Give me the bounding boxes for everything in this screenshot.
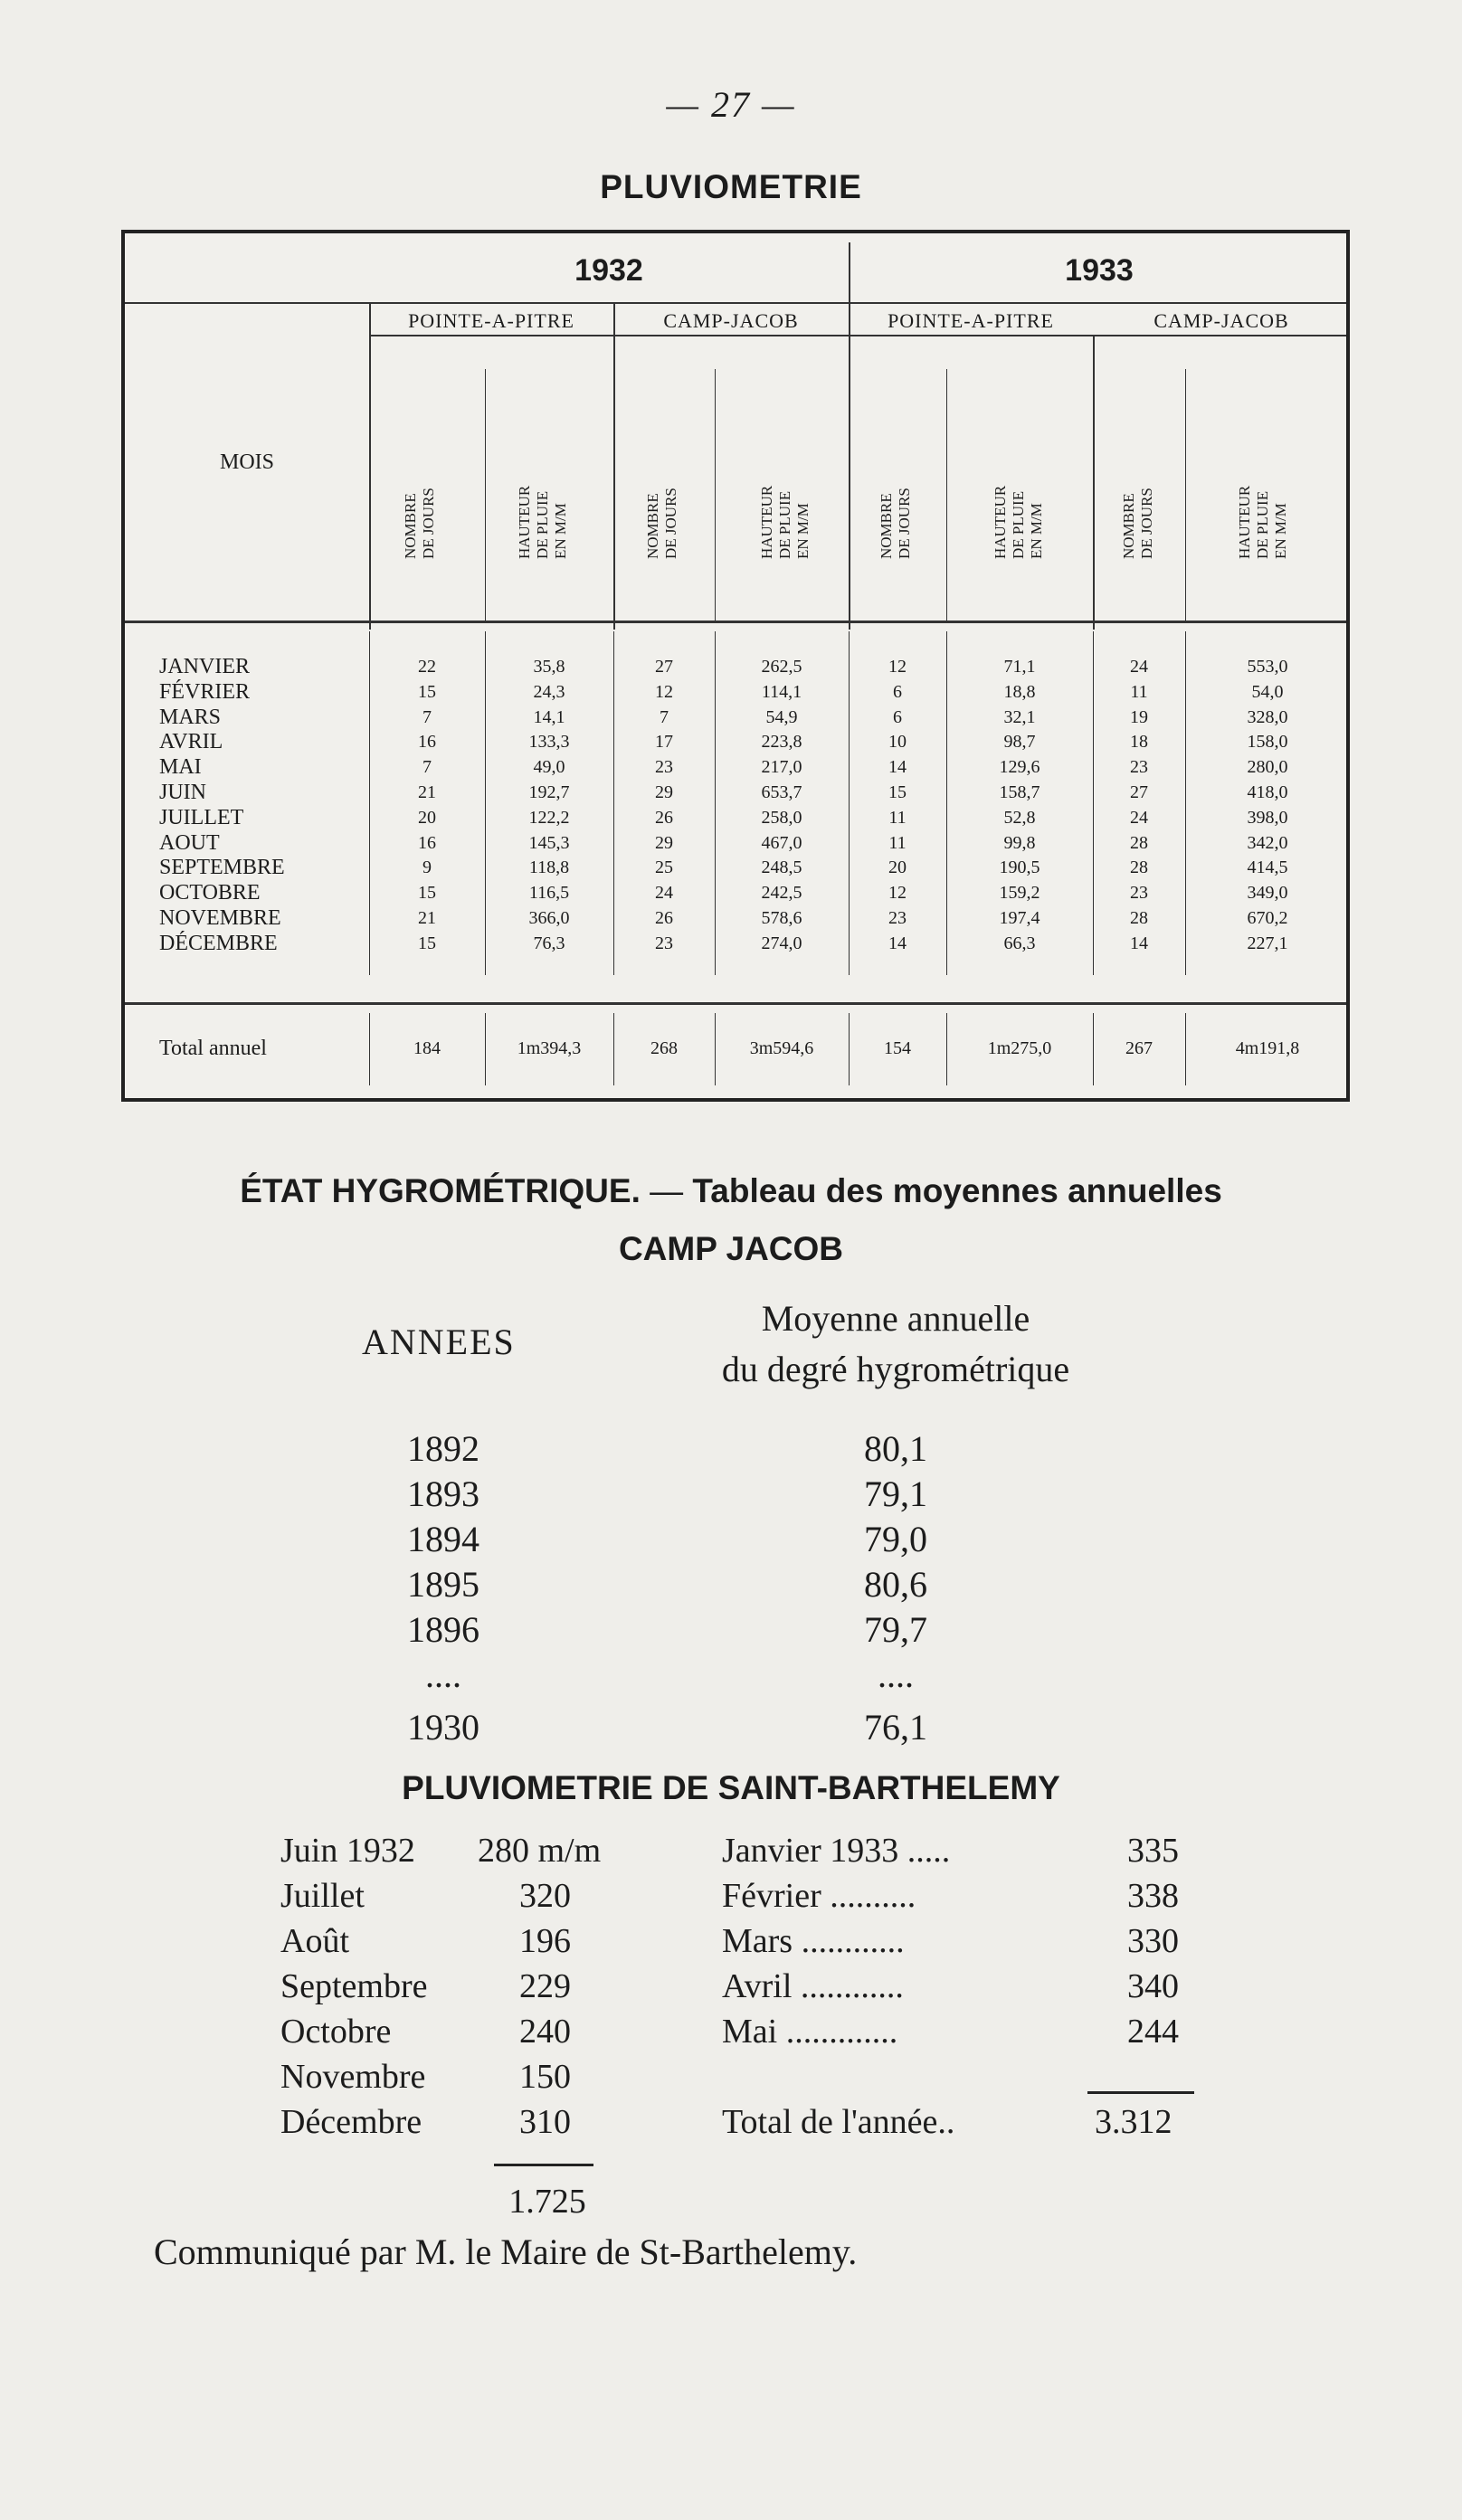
cell: 15: [418, 933, 436, 953]
page-number: — 27 —: [666, 84, 796, 125]
sum-rule: [1087, 2091, 1194, 2094]
cell: 467,0: [761, 832, 802, 853]
col-head-hauteur: HAUTEUR DE PLUIE EN M/M: [1236, 485, 1289, 559]
hygro-value: 79,0: [864, 1519, 927, 1559]
cell: 12: [888, 657, 907, 677]
cell: 9: [422, 857, 432, 878]
mois-header: MOIS: [219, 450, 274, 474]
hygro-col-mean-1: Moyenne annuelle: [761, 1298, 1030, 1339]
cell: 328,0: [1247, 706, 1288, 727]
month-label: OCTOBRE: [159, 881, 261, 905]
cell: 26: [655, 807, 673, 828]
hygro-year: 1896: [407, 1609, 479, 1650]
cell: 398,0: [1247, 807, 1288, 828]
col-hauteur-cj-1932: [715, 655, 849, 957]
cell: 54,0: [1251, 681, 1284, 702]
station-pap-1932: POINTE-A-PITRE: [408, 309, 574, 332]
total-cell: 184: [413, 1038, 441, 1058]
cell: 15: [888, 782, 907, 802]
col-hauteur-cj-1933: [1185, 655, 1350, 957]
sb-value: 320: [519, 1877, 571, 1915]
cell: 11: [1130, 681, 1148, 702]
cell: 29: [655, 832, 673, 853]
month-list: [159, 655, 285, 957]
month-label: JUILLET: [159, 805, 244, 829]
sb-month: Avril ............: [722, 1967, 904, 2005]
sb-value: 310: [519, 2103, 571, 2141]
month-label: AVRIL: [159, 730, 223, 754]
cell: 7: [660, 706, 669, 727]
sb-value: 244: [1127, 2013, 1179, 2051]
hygro-col-years: ANNEES: [362, 1322, 516, 1362]
cell: 26: [655, 907, 673, 928]
total-cell: 267: [1125, 1038, 1153, 1058]
hygro-value: 79,7: [864, 1609, 927, 1650]
cell: 15: [418, 681, 436, 702]
year-1932: 1932: [574, 253, 643, 288]
station-cj-1932: CAMP-JACOB: [663, 309, 799, 332]
hygro-year: 1930: [407, 1707, 479, 1748]
sb-value: 240: [519, 2013, 571, 2051]
sb-value: 229: [519, 1967, 571, 2005]
cell: 366,0: [528, 907, 570, 928]
cell: 16: [418, 732, 436, 753]
sb-month: Juillet: [280, 1877, 365, 1915]
cell: 248,5: [761, 857, 802, 878]
cell: 280,0: [1247, 757, 1288, 778]
cell: 217,0: [761, 757, 802, 778]
sb-value: 338: [1127, 1877, 1179, 1915]
sb-month: Août: [280, 1922, 349, 1960]
hygro-year: 1895: [407, 1564, 479, 1605]
hygro-value: 79,1: [864, 1473, 927, 1514]
cell: 10: [888, 732, 907, 753]
cell: 28: [1130, 907, 1148, 928]
sb-month: Octobre: [280, 2013, 392, 2051]
cell: 23: [888, 907, 907, 928]
cell: 99,8: [1003, 832, 1036, 853]
cell: 145,3: [528, 832, 570, 853]
hygro-value: ....: [878, 1654, 914, 1695]
col-head-nombre: NOMBRE DE JOURS: [1120, 488, 1155, 559]
cell: 24: [1130, 807, 1148, 828]
total-label: Total annuel: [159, 1037, 267, 1060]
cell: 20: [888, 857, 907, 878]
sb-value: 340: [1127, 1967, 1179, 2005]
cell: 18: [1130, 732, 1148, 753]
cell: 35,8: [533, 657, 565, 677]
cell: 262,5: [761, 657, 802, 677]
hygro-year: 1893: [407, 1473, 479, 1514]
month-label: JUIN: [159, 780, 206, 804]
cell: 258,0: [761, 807, 802, 828]
cell: 670,2: [1247, 907, 1288, 928]
month-label: MAI: [159, 755, 202, 780]
cell: 342,0: [1247, 832, 1288, 853]
month-label: FÉVRIER: [159, 679, 251, 704]
hygro-value: 76,1: [864, 1707, 927, 1748]
cell: 6: [893, 681, 902, 702]
stbarth-title: PLUVIOMETRIE DE SAINT-BARTHELEMY: [402, 1769, 1060, 1806]
sb-month: Février ..........: [722, 1877, 916, 1915]
total-cell: 154: [884, 1038, 911, 1058]
sb-month: Septembre: [280, 1967, 428, 2005]
hygro-year: 1894: [407, 1519, 479, 1559]
cell: 553,0: [1247, 657, 1288, 677]
total-cell: 1m275,0: [987, 1038, 1052, 1058]
hygro-value: 80,6: [864, 1564, 927, 1605]
cell: 7: [422, 757, 432, 778]
month-label: AOUT: [159, 830, 220, 855]
cell: 14: [1130, 933, 1148, 953]
hygro-year: ....: [425, 1654, 461, 1695]
sb-sum-left: 1.725: [508, 2183, 586, 2221]
cell: 27: [655, 657, 673, 677]
cell: 7: [422, 706, 432, 727]
sb-month: Décembre: [280, 2103, 422, 2141]
year-1933: 1933: [1065, 253, 1134, 288]
cell: 24: [1130, 657, 1148, 677]
total-cell: 3m594,6: [749, 1038, 814, 1058]
cell: 223,8: [761, 732, 802, 753]
cell: 19: [1130, 706, 1148, 727]
cell: 23: [1130, 883, 1148, 904]
cell: 49,0: [533, 757, 565, 778]
col-head-nombre: NOMBRE DE JOURS: [644, 488, 679, 559]
cell: 21: [418, 907, 436, 928]
cell: 12: [655, 681, 673, 702]
cell: 12: [888, 883, 907, 904]
cell: 66,3: [1003, 933, 1036, 953]
cell: 21: [418, 782, 436, 802]
hygro-dash: —: [650, 1172, 684, 1209]
total-cell: 268: [650, 1038, 678, 1058]
cell: 23: [655, 933, 673, 953]
sum-rule: [494, 2164, 593, 2166]
hygro-title: ÉTAT HYGROMÉTRIQUE.: [240, 1172, 641, 1209]
cell: 242,5: [761, 883, 802, 904]
col-hauteur-pap-1932: [485, 655, 613, 957]
col-hauteur-pap-1933: [946, 655, 1093, 957]
cell: 129,6: [999, 757, 1040, 778]
col-head-hauteur: HAUTEUR DE PLUIE EN M/M: [516, 485, 569, 559]
cell: 133,3: [528, 732, 570, 753]
cell: 16: [418, 832, 436, 853]
cell: 98,7: [1003, 732, 1036, 753]
cell: 418,0: [1247, 782, 1288, 802]
total-cell: 1m394,3: [517, 1038, 582, 1058]
cell: 20: [418, 807, 436, 828]
credit-line: Communiqué par M. le Maire de St-Barthelemy.: [154, 2231, 858, 2272]
cell: 27: [1130, 782, 1148, 802]
cell: 116,5: [528, 883, 570, 904]
cell: 159,2: [999, 883, 1040, 904]
cell: 197,4: [999, 907, 1040, 928]
cell: 14,1: [533, 706, 565, 727]
sb-month: Novembre: [280, 2058, 426, 2096]
hygro-year: 1892: [407, 1428, 479, 1469]
cell: 18,8: [1003, 681, 1036, 702]
cell: 32,1: [1003, 706, 1036, 727]
cell: 22: [418, 657, 436, 677]
cell: 25: [655, 857, 673, 878]
col-nombre-cj-1933: [1093, 655, 1185, 957]
month-label: JANVIER: [159, 655, 250, 678]
cell: 71,1: [1003, 657, 1036, 677]
month-label: DÉCEMBRE: [159, 931, 278, 955]
hygro-heading: [0, 1172, 1462, 1210]
col-nombre-pap-1933: [849, 655, 946, 957]
cell: 158,7: [999, 782, 1040, 802]
cell: 54,9: [765, 706, 798, 727]
col-head-nombre: NOMBRE DE JOURS: [402, 488, 437, 559]
cell: 29: [655, 782, 673, 802]
cell: 17: [655, 732, 673, 753]
station-pap-1933: POINTE-A-PITRE: [888, 309, 1054, 332]
cell: 52,8: [1003, 807, 1036, 828]
cell: 14: [888, 757, 907, 778]
cell: 15: [418, 883, 436, 904]
rain-title: PLUVIOMETRIE: [600, 168, 862, 205]
cell: 23: [655, 757, 673, 778]
cell: 11: [888, 807, 907, 828]
hygro-location: CAMP JACOB: [618, 1230, 844, 1267]
total-cell: 4m191,8: [1235, 1038, 1300, 1058]
hygro-subtitle: Tableau des moyennes annuelles: [692, 1172, 1222, 1209]
cell: 28: [1130, 857, 1148, 878]
cell: 24,3: [533, 681, 565, 702]
col-head-nombre: NOMBRE DE JOURS: [878, 488, 913, 559]
cell: 11: [888, 832, 907, 853]
rain-table: [121, 230, 1350, 1102]
cell: 578,6: [761, 907, 802, 928]
cell: 28: [1130, 832, 1148, 853]
cell: 114,1: [761, 681, 802, 702]
cell: 24: [655, 883, 673, 904]
cell: 76,3: [533, 933, 565, 953]
sb-value: 196: [519, 1922, 571, 1960]
sb-month: Janvier 1933 .....: [722, 1832, 951, 1870]
sb-total-value: 3.312: [1095, 2103, 1172, 2141]
col-nombre-pap-1932: [369, 655, 485, 957]
col-nombre-cj-1932: [613, 655, 715, 957]
cell: 227,1: [1247, 933, 1288, 953]
sb-value: 280 m/m: [478, 1832, 602, 1870]
cell: 192,7: [528, 782, 570, 802]
month-label: MARS: [159, 705, 222, 729]
cell: 118,8: [528, 857, 570, 878]
cell: 653,7: [761, 782, 802, 802]
hygro-col-mean-2: du degré hygrométrique: [721, 1349, 1070, 1389]
hygro-value: 80,1: [864, 1428, 927, 1469]
sb-month: Mars ............: [722, 1922, 905, 1960]
cell: 23: [1130, 757, 1148, 778]
sb-value: 330: [1127, 1922, 1179, 1960]
cell: 349,0: [1247, 883, 1288, 904]
cell: 274,0: [761, 933, 802, 953]
cell: 122,2: [528, 807, 570, 828]
cell: 190,5: [999, 857, 1040, 878]
sb-month: Mai .............: [722, 2013, 898, 2051]
col-head-hauteur: HAUTEUR DE PLUIE EN M/M: [992, 485, 1045, 559]
col-head-hauteur: HAUTEUR DE PLUIE EN M/M: [758, 485, 812, 559]
cell: 414,5: [1247, 857, 1288, 878]
sb-value: 335: [1127, 1832, 1179, 1870]
sb-total-label: Total de l'année..: [722, 2103, 955, 2141]
month-label: NOVEMBRE: [159, 905, 281, 930]
station-cj-1933: CAMP-JACOB: [1153, 309, 1289, 332]
sb-value: 150: [519, 2058, 571, 2096]
cell: 14: [888, 933, 907, 953]
month-label: SEPTEMBRE: [159, 856, 285, 880]
sb-month: Juin 1932: [280, 1832, 415, 1870]
cell: 158,0: [1247, 732, 1288, 753]
cell: 6: [893, 706, 902, 727]
